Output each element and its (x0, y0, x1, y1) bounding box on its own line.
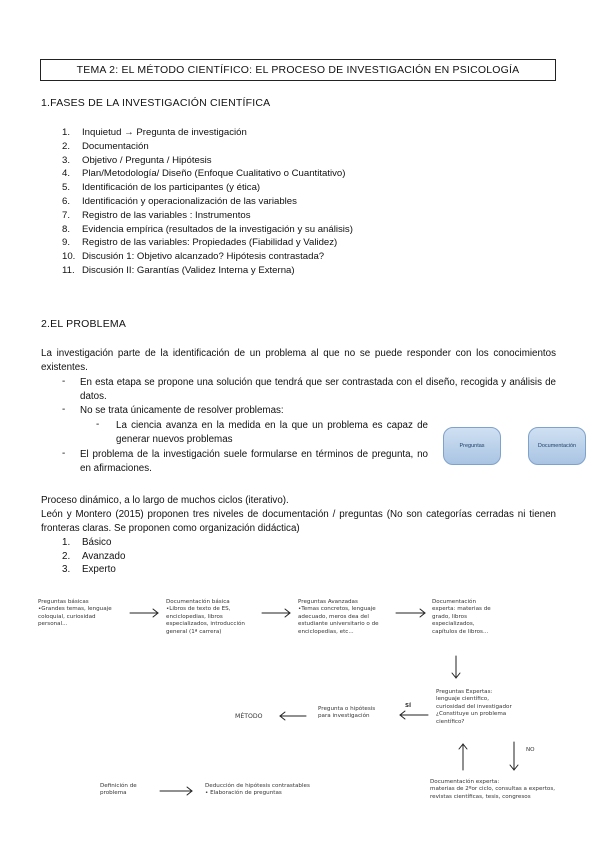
list-item-number: 1. (62, 127, 71, 138)
handwritten-line: adecuado, meros dea del (298, 613, 369, 620)
label-no: NO (526, 747, 535, 753)
list-item-text: Objetivo / Pregunta / Hipótesis (82, 154, 212, 166)
handwritten-line: personal... (38, 621, 68, 628)
process-paragraph: Proceso dinámico, a lo largo de muchos ciclos (iterativo). (41, 495, 289, 506)
list-item-number: 9. (62, 237, 71, 249)
label-metodo: MÉTODO (235, 713, 263, 720)
handwritten-line: científico? (436, 718, 465, 725)
handwritten-line: Definición de (100, 783, 137, 789)
list-item-number: 7. (62, 209, 71, 221)
list-item-text: Experto (82, 564, 116, 576)
handwritten-line: general (1ª carrera) (166, 628, 222, 635)
handwritten-line: curiosidad del investigador (436, 703, 512, 710)
list-item-number: 4. (62, 168, 71, 180)
handwritten-line: enciclopedias, etc... (298, 628, 354, 635)
bullet-dash: - (62, 376, 66, 387)
handwritten-line: Documentación (432, 599, 477, 605)
list-item-number: 6. (62, 195, 71, 207)
list-item-text: Discusión 1: Objetivo alcanzado? Hipótesis contrastada? (82, 251, 325, 263)
bullet-question: El problema de la investigación suele formularse en términos de pregunta, no en afirmaciones. (80, 449, 428, 474)
bullet-dash: - (62, 448, 66, 459)
section2-heading: 2.EL PROBLEMA (41, 318, 127, 330)
handwritten-line: revistas científicas, tesis, congresos (430, 793, 531, 800)
list-item-number: 3. (62, 564, 71, 576)
handwritten-line: Documentación experta: (430, 779, 500, 785)
cycle-node-preguntas: Preguntas (443, 427, 501, 465)
handwritten-line: especializados, (432, 621, 475, 628)
list-item-text: Documentación (82, 140, 149, 152)
list-item-number: 2. (62, 140, 71, 152)
list-item-number: 1. (62, 537, 71, 548)
handwritten-line: lenguaje científico, (436, 696, 490, 703)
handwritten-line: capítulos de libros... (432, 628, 489, 635)
handwritten-line: •Temas concretos, lenguaje (298, 606, 376, 613)
list-item-text: Avanzado (82, 550, 126, 562)
handwritten-line: ¿Constituye un problema (436, 711, 507, 718)
handwritten-line: Preguntas Avanzadas (298, 599, 358, 605)
handwritten-line: coloquial, curiosidad (38, 613, 96, 620)
handwritten-line: Preguntas básicas (38, 599, 89, 605)
handwritten-line: Preguntas Expertas: (436, 689, 493, 695)
handwritten-line: grado, libros (432, 613, 467, 620)
handwritten-line: • Elaboración de preguntas (205, 790, 282, 797)
list-item-number: 8. (62, 223, 71, 235)
list-item-text: Identificación de los participantes (y ética) (82, 182, 261, 194)
intro-paragraph: La investigación parte de la identificación de un problema al que no se puede responder con los conocimientos existentes. (41, 348, 556, 373)
handwritten-line: para investigación (318, 713, 370, 720)
bullet-solution: En esta etapa se propone una solución que tendrá que ser contrastada con el diseño, recogida y análisis de datos. (80, 377, 556, 402)
list-item-text: Discusión II: Garantías (Validez Interna y Externa) (82, 264, 295, 276)
handwritten-line: Documentación básica (166, 599, 230, 605)
handwritten-line: problema (100, 790, 127, 797)
list-item-number: 10. (62, 251, 76, 263)
bullet-problems: No se trata únicamente de resolver problemas: (80, 405, 284, 416)
subbullet-dash: - (96, 419, 100, 430)
handwritten-line: materias de 2ºor ciclo, consultas a expertos, (430, 786, 556, 793)
handwritten-line: Pregunta o hipótesis (318, 706, 376, 712)
list-item-text: Básico (82, 537, 112, 548)
list-item-number: 11. (62, 264, 75, 276)
list-item-number: 3. (62, 154, 71, 166)
bullet-dash: - (62, 404, 66, 415)
list-item-text: Registro de las variables: Propiedades (Fiabilidad y Validez) (82, 237, 338, 249)
cycle-node-documentacion: Documentación (528, 427, 586, 465)
handwritten-line: especializados, introducción (166, 621, 245, 628)
section1-heading: 1.FASES DE LA INVESTIGACIÓN CIENTÍFICA (41, 97, 271, 109)
handwritten-line: •Grandes temas, lenguaje (38, 606, 112, 613)
list-item-number: 5. (62, 182, 71, 194)
handwritten-line: •Libros de texto de ES, (166, 606, 231, 613)
list-item-text: Inquietud → Pregunta de investigación (82, 127, 247, 138)
subbullet-science: La ciencia avanza en la medida en la que un problema es capaz de generar nuevos problemas (116, 420, 428, 445)
list-item-text: Registro de las variables : Instrumentos (82, 209, 251, 221)
label-si: SÍ (405, 703, 412, 709)
handwritten-line: Deducción de hipótesis contrastables (205, 783, 310, 789)
list-item-text: Plan/Metodología/ Diseño (Enfoque Cualitativo o Cuantitativo) (82, 168, 346, 180)
list-item-text: Identificación y operacionalización de las variables (82, 195, 297, 207)
handwritten-line: experta: materias de (432, 606, 491, 613)
list-item-number: 2. (62, 550, 71, 562)
list-item-text: Evidencia empírica (resultados de la investigación y su análisis) (82, 223, 353, 235)
handwritten-line: enciclopedias, libros (166, 613, 223, 620)
leon-montero-paragraph: León y Montero (2015) proponen tres niveles de documentación / preguntas (No son categorías cerradas ni tienen fronteras claras. Se proponen como organización didáctica) (41, 509, 556, 534)
page-title: TEMA 2: EL MÉTODO CIENTÍFICO: EL PROCESO DE INVESTIGACIÓN EN PSICOLOGÍA (40, 59, 556, 81)
handwritten-line: estudiante universitario o de (298, 621, 379, 628)
